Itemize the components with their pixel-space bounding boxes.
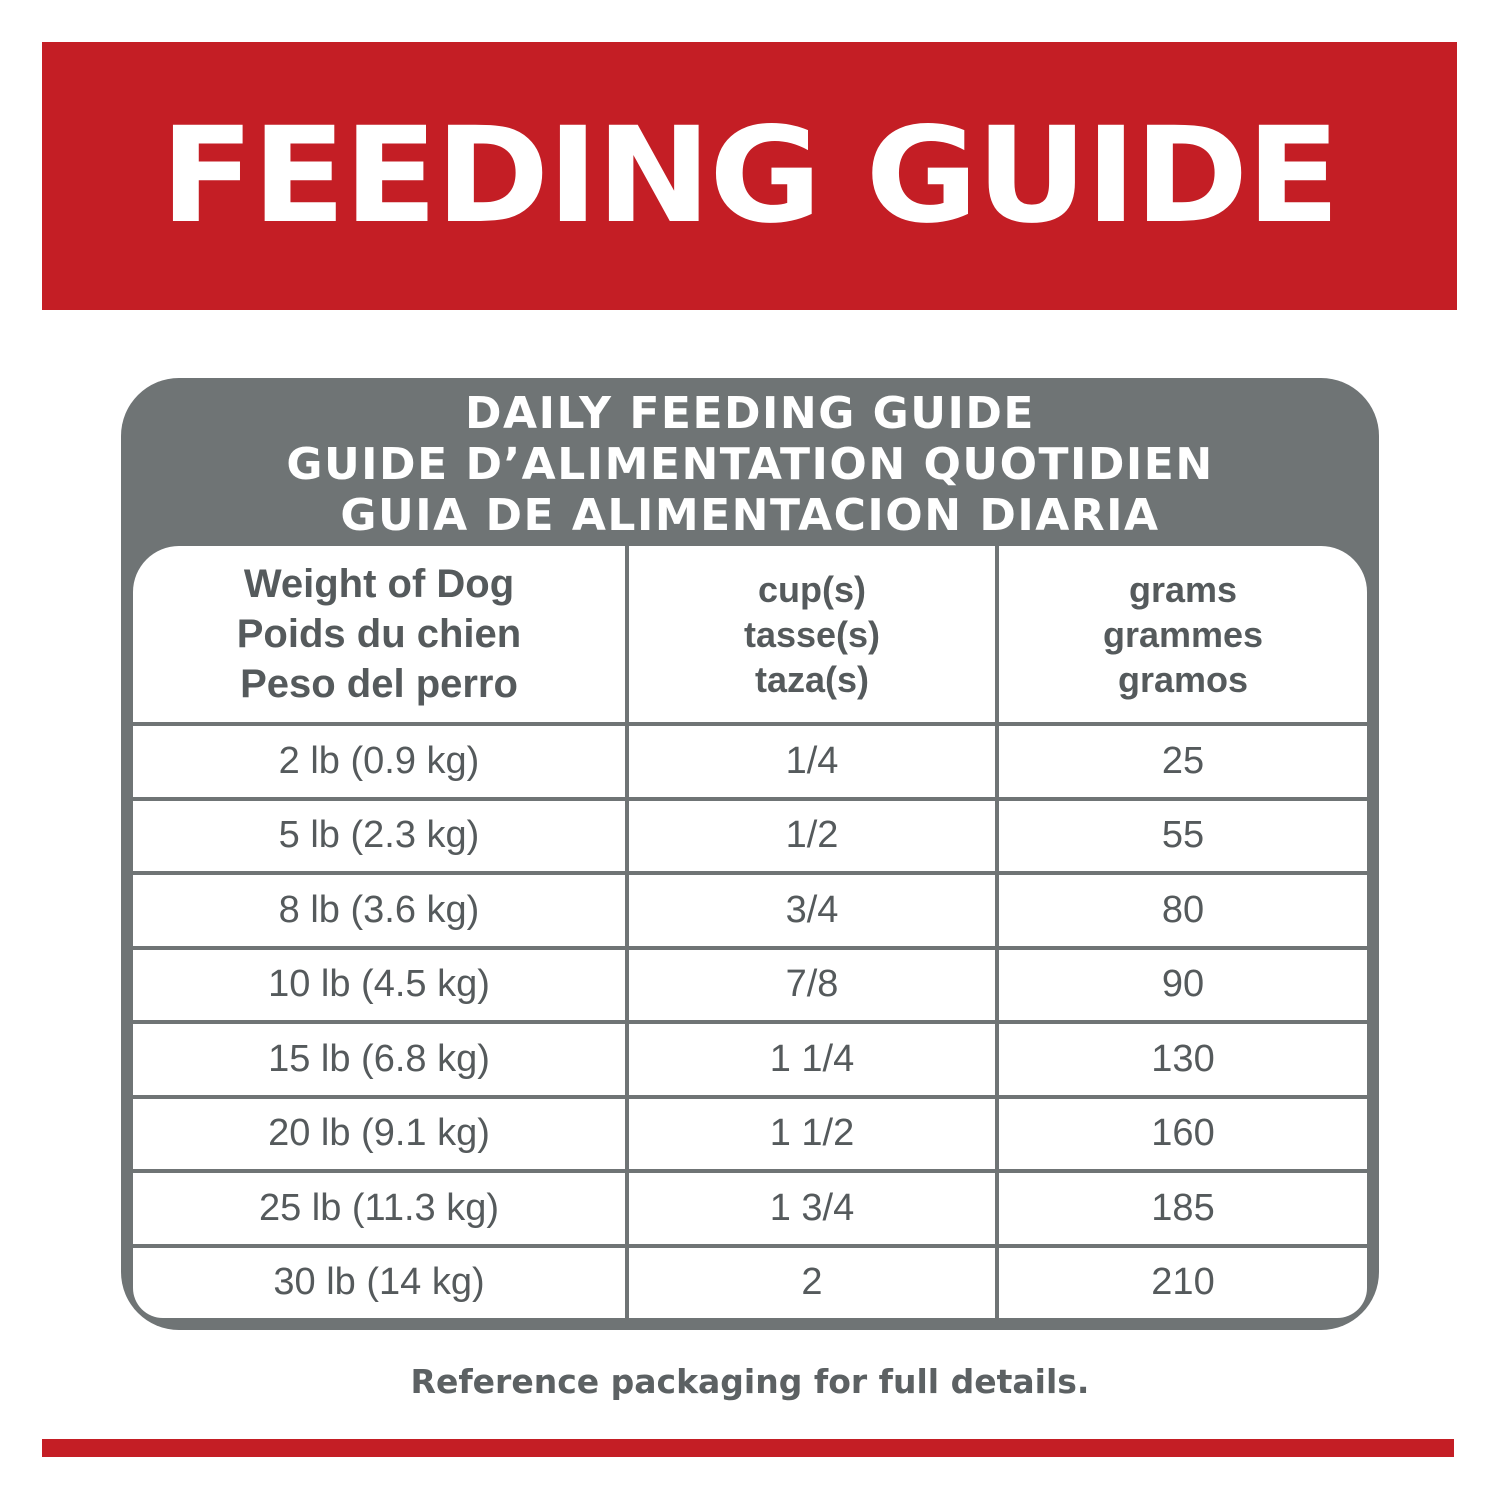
header-cups-en: cup(s) xyxy=(758,568,866,610)
header-weight-en: Weight of Dog xyxy=(243,562,515,606)
cell-cups: 3/4 xyxy=(627,873,997,948)
header-weight-fr: Poids du chien xyxy=(236,612,522,656)
cell-weight: 25 lb (11.3 kg) xyxy=(133,1171,627,1246)
panel-title-spanish: GUIA DE ALIMENTACION DIARIA xyxy=(340,490,1160,541)
header-grams xyxy=(997,546,1367,724)
cell-weight: 30 lb (14 kg) xyxy=(133,1246,627,1319)
panel-title xyxy=(121,388,1379,541)
feeding-table xyxy=(133,546,1367,1318)
footnote: Reference packaging for full details. xyxy=(410,1362,1090,1401)
cell-cups: 1/2 xyxy=(627,799,997,874)
header-weight xyxy=(133,546,627,724)
cell-cups: 1/4 xyxy=(627,724,997,799)
cell-grams: 130 xyxy=(997,1022,1367,1097)
cell-cups: 1 3/4 xyxy=(627,1171,997,1246)
cell-grams: 210 xyxy=(997,1246,1367,1319)
cell-cups: 2 xyxy=(627,1246,997,1319)
cell-weight: 15 lb (6.8 kg) xyxy=(133,1022,627,1097)
table-row xyxy=(133,724,1367,799)
feeding-table-container xyxy=(133,546,1367,1318)
cell-grams: 185 xyxy=(997,1171,1367,1246)
table-header-row xyxy=(133,546,1367,724)
cell-weight: 5 lb (2.3 kg) xyxy=(133,799,627,874)
footer-bar xyxy=(42,1439,1454,1457)
cell-grams: 90 xyxy=(997,948,1367,1023)
table-row xyxy=(133,873,1367,948)
header-grams-en: grams xyxy=(1128,568,1238,610)
cell-cups: 1 1/4 xyxy=(627,1022,997,1097)
table-row xyxy=(133,1171,1367,1246)
header-grams-fr: grammes xyxy=(1102,613,1264,655)
cell-cups: 1 1/2 xyxy=(627,1097,997,1172)
header-cups-es: taza(s) xyxy=(754,658,870,700)
cell-grams: 80 xyxy=(997,873,1367,948)
cell-grams: 55 xyxy=(997,799,1367,874)
table-row xyxy=(133,1022,1367,1097)
table-row xyxy=(133,799,1367,874)
cell-weight: 8 lb (3.6 kg) xyxy=(133,873,627,948)
cell-grams: 160 xyxy=(997,1097,1367,1172)
cell-cups: 7/8 xyxy=(627,948,997,1023)
header-weight-es: Peso del perro xyxy=(240,662,518,706)
panel-title-english: DAILY FEEDING GUIDE xyxy=(465,388,1035,439)
header-cups-fr: tasse(s) xyxy=(743,613,881,655)
header-cups xyxy=(627,546,997,724)
header-grams-es: gramos xyxy=(1117,658,1249,700)
panel-title-french: GUIDE D’ALIMENTATION QUOTIDIEN xyxy=(286,439,1214,490)
cell-weight: 10 lb (4.5 kg) xyxy=(133,948,627,1023)
table-row xyxy=(133,948,1367,1023)
feeding-guide-panel xyxy=(121,378,1379,1330)
page-title: FEEDING GUIDE xyxy=(160,99,1339,253)
cell-weight: 20 lb (9.1 kg) xyxy=(133,1097,627,1172)
cell-grams: 25 xyxy=(997,724,1367,799)
table-row xyxy=(133,1097,1367,1172)
title-banner xyxy=(42,42,1457,310)
table-row xyxy=(133,1246,1367,1319)
cell-weight: 2 lb (0.9 kg) xyxy=(133,724,627,799)
